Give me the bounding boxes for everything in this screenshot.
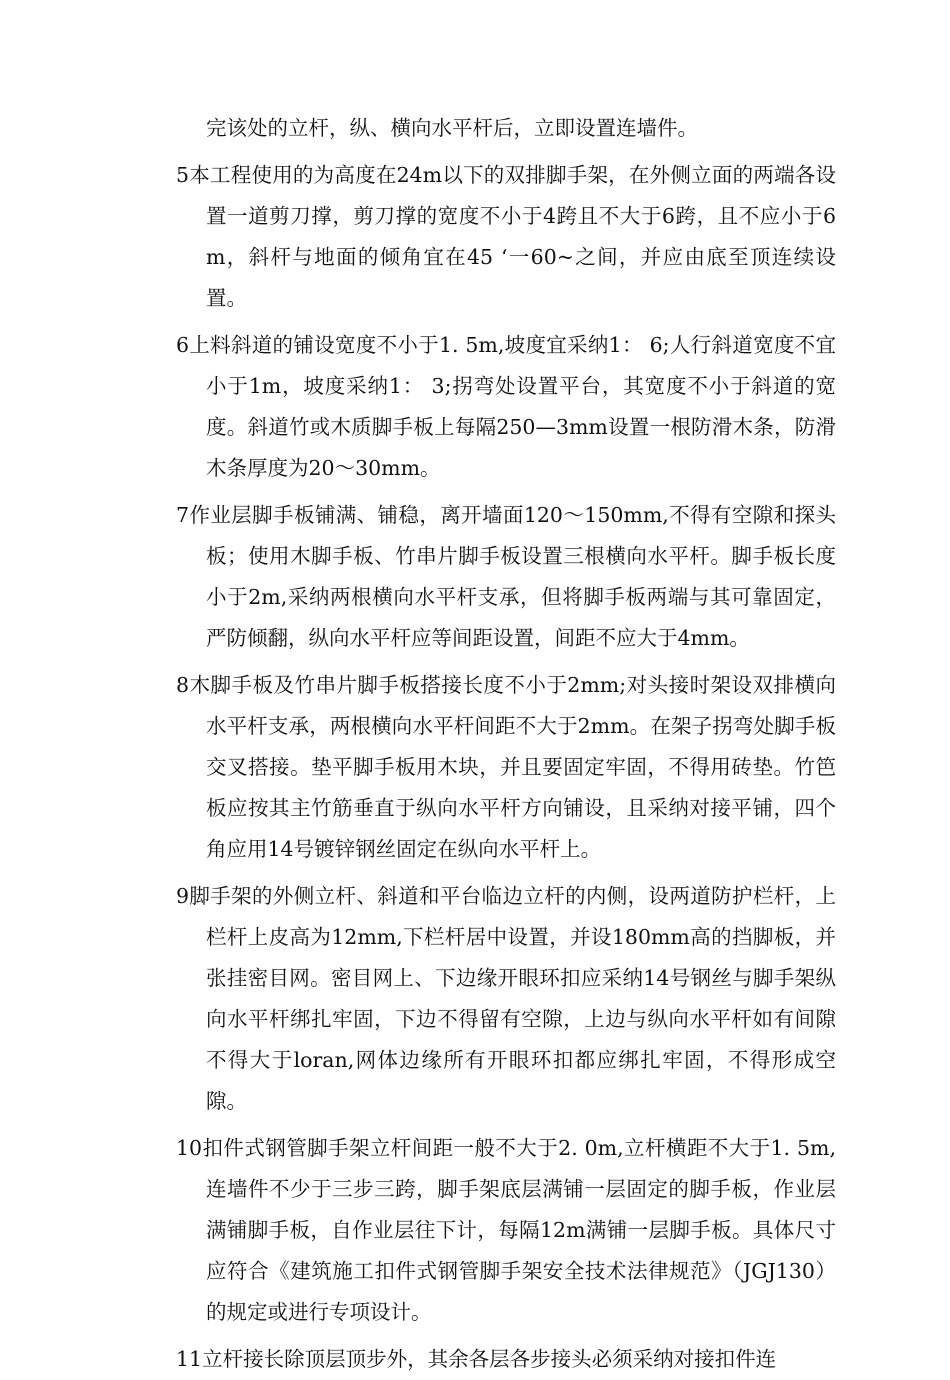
item-number: 11 [176,1347,203,1371]
continuation-paragraph [176,108,836,149]
item-number: 9 [176,884,190,908]
item-text: 脚手架的外侧立杆、斜道和平台临边立杆的内侧，设两道防护栏杆，上栏杆上皮高为12mm,下栏杆居中设置，并设180mm高的挡脚板，并张挂密目网。密目网上、下边缘开眼环扣应采纳14号钢丝与脚手架纵向水平杆绑扎牢固，下边不得留有空隙，上边与纵向水平杆如有间隙不得大于loran,网体边缘所有开眼环扣都应绑扎牢固，不得形成空隙。 [189,884,836,1113]
item-number: 5 [176,163,190,187]
list-item-5 [176,155,836,319]
list-item-6 [176,325,836,489]
list-item-9 [176,876,836,1122]
item-text: 立杆接长除顶层顶步外，其余各层各步接头必须采纳对接扣件连 [202,1347,777,1371]
item-number: 6 [176,333,190,357]
continuation-text: 完该处的立杆，纵、横向水平杆后，立即设置连墙件。 [206,116,698,140]
list-item-10 [176,1128,836,1333]
list-item-8 [176,665,836,870]
list-item-7 [176,495,836,659]
item-number: 10 [176,1136,203,1160]
item-text: 上料斜道的铺设宽度不小于1. 5m,坡度宜采纳1： 6;人行斜道宽度不宜小于1m，坡度采纳1： 3;拐弯处设置平台，其宽度不小于斜道的宽度。斜道竹或木质脚手板上每隔250—3mm设置一根防滑木条，防滑木条厚度为20〜30mm。 [189,333,836,480]
item-text: 扣件式钢管脚手架立杆间距一般不大于2. 0m,立杆横距不大于1. 5m,连墙件不少于三步三跨，脚手架底层满铺一层固定的脚手板，作业层满铺脚手板，自作业层往下计，每隔12m满铺一层脚手板。具体尺寸应符合《建筑施工扣件式钢管脚手架安全技术法律规范》（JGJ130）的规定或进行专项设计。 [202,1136,836,1324]
item-text: 作业层脚手板铺满、铺稳，离开墙面120〜150mm,不得有空隙和探头板；使用木脚手板、竹串片脚手板设置三根横向水平杆。脚手板长度小于2m,采纳两根横向水平杆支承，但将脚手板两端与其可靠固定，严防倾翻，纵向水平杆应等间距设置，间距不应大于4mm。 [189,503,836,650]
item-number: 8 [176,673,190,697]
item-text: 本工程使用的为高度在24m以下的双排脚手架，在外侧立面的两端各设置一道剪刀撑，剪刀撑的宽度不小于4跨且不大于6跨，且不应小于6m，斜杆与地面的倾角宜在45 ‘一60~之间，并应由底至顶连续设置。 [189,163,836,310]
item-number: 7 [176,503,190,527]
document-body [176,108,836,1380]
list-item-11 [176,1339,836,1380]
item-text: 木脚手板及竹串片脚手板搭接长度不小于2mm;对头接时架设双排横向水平杆支承，两根横向水平杆间距不大于2mm。在架子拐弯处脚手板交叉搭接。垫平脚手板用木块，并且要固定牢固，不得用砖垫。竹笆板应按其主竹筋垂直于纵向水平杆方向铺设，且采纳对接平铺，四个角应用14号镀锌钢丝固定在纵向水平杆上。 [189,673,836,861]
